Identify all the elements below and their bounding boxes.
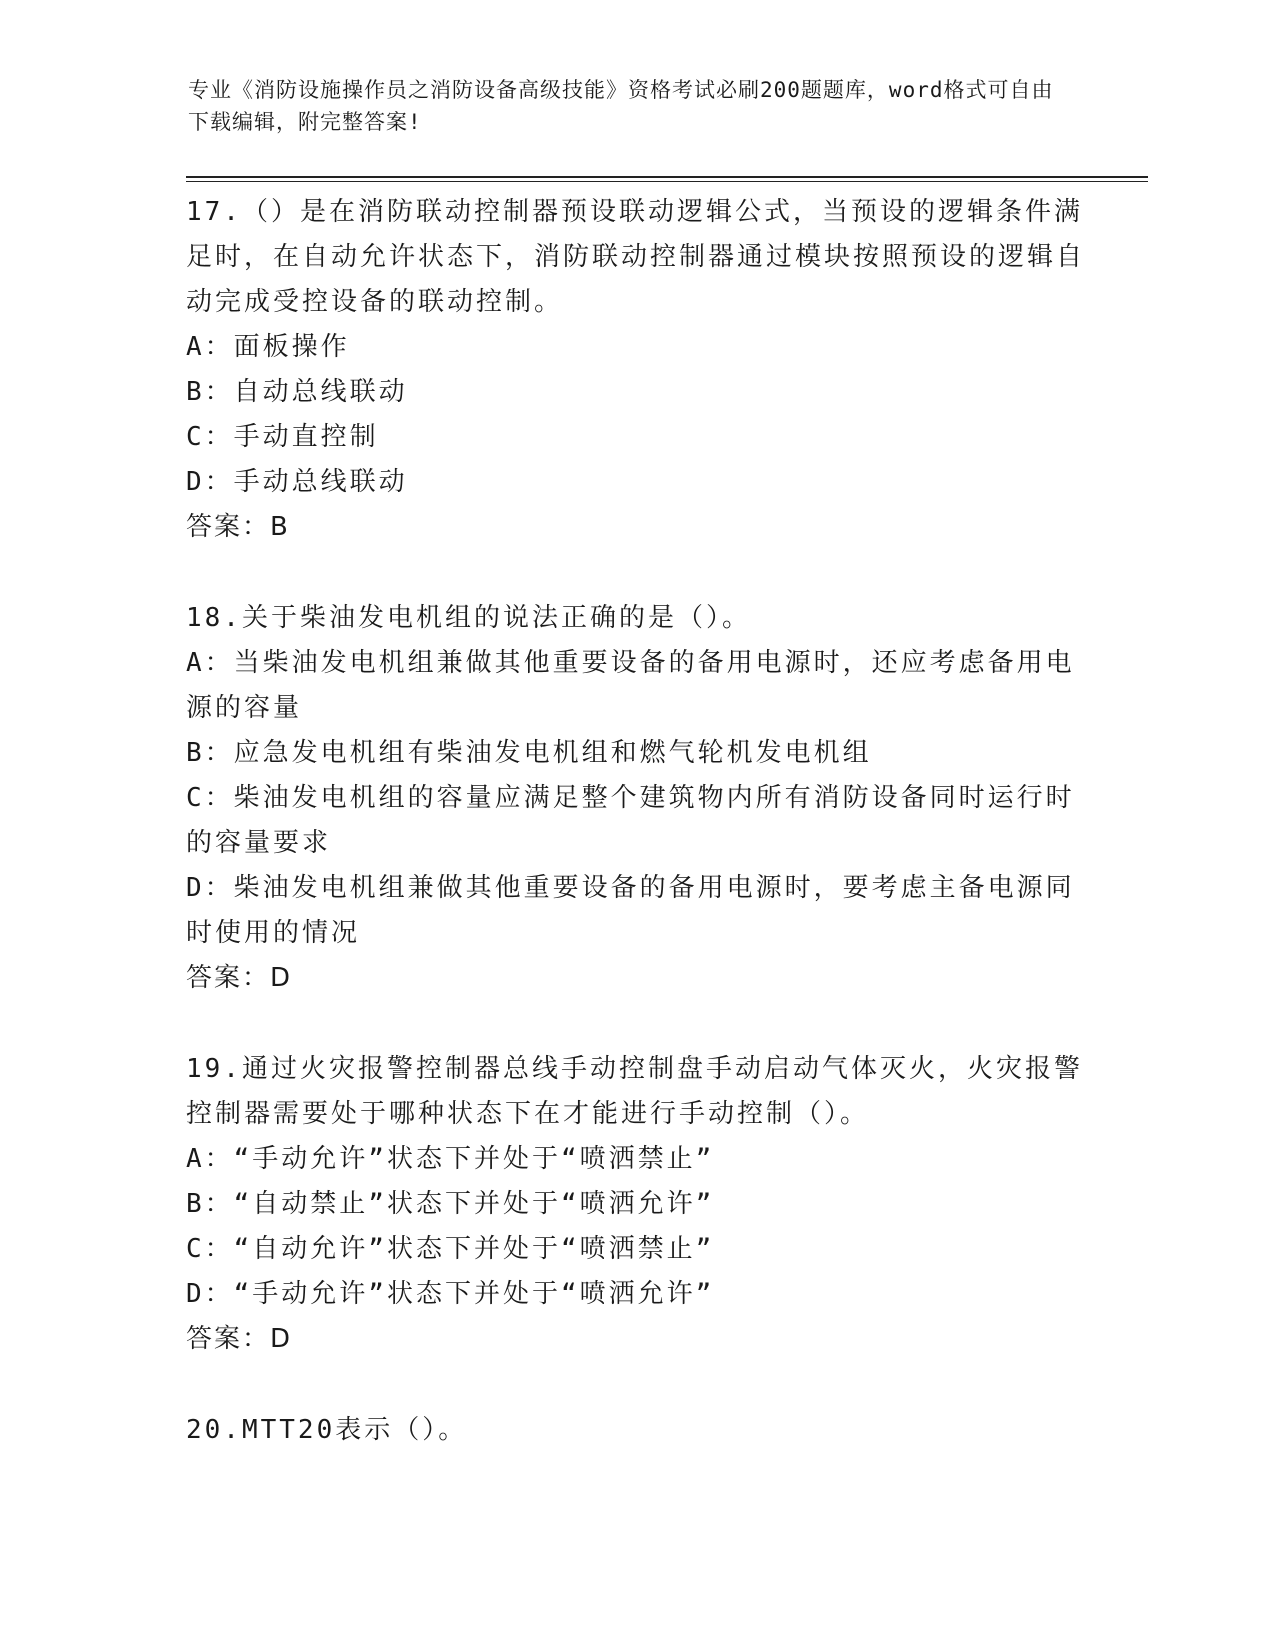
option-a: A：面板操作: [186, 332, 350, 362]
question-list: [186, 190, 1086, 1453]
question-19: [186, 1047, 1086, 1362]
question-20: [186, 1408, 1086, 1453]
option-b: B：应急发电机组有柴油发电机组和燃气轮机发电机组: [186, 738, 872, 768]
option-d: D：柴油发电机组兼做其他重要设备的备用电源时，要考虑主备电源同时使用的情况: [186, 873, 1075, 948]
question-stem: 18.关于柴油发电机组的说法正确的是（）。: [186, 603, 751, 633]
header-divider-thin: [186, 181, 1148, 182]
option-c: C：柴油发电机组的容量应满足整个建筑物内所有消防设备同时运行时的容量要求: [186, 783, 1075, 858]
question-stem: 20.MTT20表示（）。: [186, 1415, 468, 1445]
answer: 答案：B: [186, 512, 290, 542]
option-a: A：“手动允许”状态下并处于“喷洒禁止”: [186, 1144, 715, 1174]
question-stem: 17.（）是在消防联动控制器预设联动逻辑公式，当预设的逻辑条件满足时，在自动允许状态下，消防联动控制器通过模块按照预设的逻辑自动完成受控设备的联动控制。: [186, 197, 1086, 317]
option-c: C：“自动允许”状态下并处于“喷洒禁止”: [186, 1234, 715, 1264]
answer: 答案：D: [186, 1324, 293, 1354]
question-18: [186, 596, 1086, 1001]
question-stem: 19.通过火灾报警控制器总线手动控制盘手动启动气体灭火，火灾报警控制器需要处于哪种状态下在才能进行手动控制（）。: [186, 1054, 1083, 1129]
option-d: D：手动总线联动: [186, 467, 408, 497]
option-d: D：“手动允许”状态下并处于“喷洒允许”: [186, 1279, 715, 1309]
option-a: A：当柴油发电机组兼做其他重要设备的备用电源时，还应考虑备用电源的容量: [186, 648, 1075, 723]
question-17: [186, 190, 1086, 550]
option-c: C：手动直控制: [186, 422, 379, 452]
header-divider-thick: [186, 176, 1148, 178]
option-b: B：“自动禁止”状态下并处于“喷洒允许”: [186, 1189, 715, 1219]
document-header: 专业《消防设施操作员之消防设备高级技能》资格考试必刷200题题库，word格式可自由下载编辑，附完整答案!: [188, 78, 1054, 134]
answer: 答案：D: [186, 963, 293, 993]
option-b: B：自动总线联动: [186, 377, 408, 407]
